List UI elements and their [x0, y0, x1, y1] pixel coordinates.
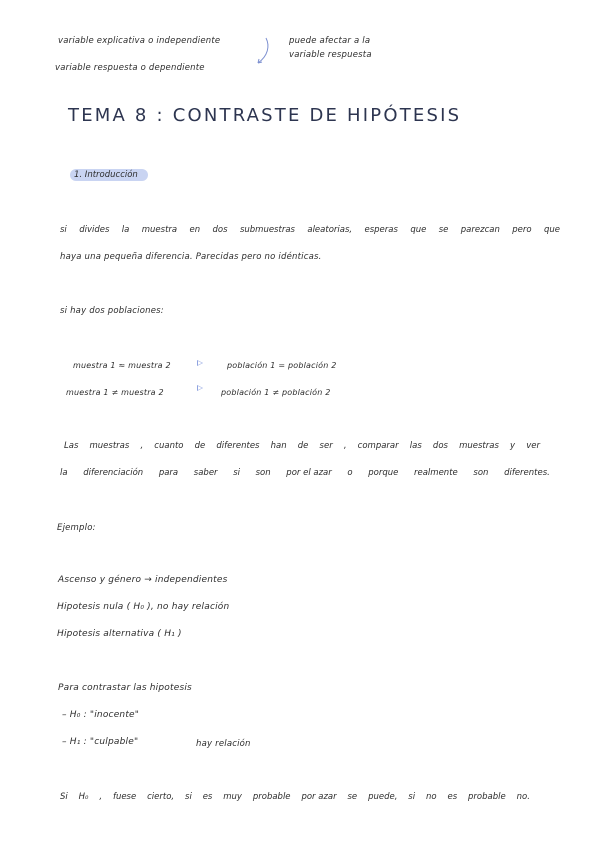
- contrast-item-2: – H₁ : "culpable": [62, 737, 139, 747]
- para1-line2: haya una pequeña diferencia. Parecidas pero no idénticas.: [60, 252, 322, 262]
- word: de: [194, 441, 206, 451]
- word: dos: [212, 225, 228, 235]
- case-1-right: población 1 = población 2: [227, 361, 337, 370]
- case-1-left: muestra 1 ≈ muestra 2: [73, 361, 171, 370]
- word: si: [233, 468, 240, 478]
- word: ,: [140, 441, 144, 451]
- example-line-2: Hipotesis nula ( H₀ ), no hay relación: [57, 602, 230, 612]
- page-title: TEMA 8 : CONTRASTE DE HIPÓTESIS: [68, 105, 462, 126]
- word: aleatorias,: [307, 225, 353, 235]
- word: son: [473, 468, 489, 478]
- example-line-3: Hipotesis alternativa ( H₁ ): [57, 629, 182, 639]
- final-line: [60, 792, 530, 802]
- triangle-arrow-icon: [197, 360, 203, 366]
- word: muestras: [89, 441, 130, 451]
- para2-line1: [64, 441, 540, 451]
- word: en: [189, 225, 201, 235]
- word: para: [158, 468, 179, 478]
- word: Si: [60, 792, 68, 802]
- word: pero: [512, 225, 532, 235]
- word: que: [543, 225, 560, 235]
- word: se: [347, 792, 358, 802]
- word: es: [447, 792, 458, 802]
- word: si: [185, 792, 192, 802]
- word: comparar: [357, 441, 399, 451]
- word: ,: [99, 792, 103, 802]
- word: divides: [79, 225, 110, 235]
- word: muy: [223, 792, 242, 802]
- word: o: [347, 468, 353, 478]
- word: por el azar: [286, 468, 332, 478]
- word: cuanto: [154, 441, 184, 451]
- word: no.: [516, 792, 530, 802]
- case-2-right: población 1 ≠ población 2: [221, 388, 331, 397]
- populations-intro: si hay dos poblaciones:: [60, 306, 164, 316]
- case-2-left: muestra 1 ≠ muestra 2: [66, 388, 164, 397]
- word: probable: [468, 792, 506, 802]
- word: porque: [368, 468, 399, 478]
- contrast-label: Para contrastar las hipotesis: [58, 683, 192, 693]
- header-right-line-1: puede afectar a la: [289, 36, 371, 46]
- word: si: [408, 792, 416, 802]
- header-left-line-2: variable respuesta o dependiente: [55, 63, 205, 73]
- contrast-item-2-extra: hay relación: [196, 739, 251, 749]
- word: H₀: [78, 792, 89, 802]
- word: saber: [193, 468, 218, 478]
- word: la: [121, 225, 130, 235]
- header-right-line-2: variable respuesta: [289, 50, 372, 60]
- section-label: 1. Introducción: [70, 169, 148, 181]
- word: se: [438, 225, 449, 235]
- word: si: [60, 225, 67, 235]
- word: es: [202, 792, 213, 802]
- word: y: [510, 441, 516, 451]
- word: cierto,: [147, 792, 175, 802]
- word: submuestras: [239, 225, 295, 235]
- word: muestra: [141, 225, 178, 235]
- word: las: [409, 441, 422, 451]
- example-label: Ejemplo:: [57, 523, 96, 533]
- curved-arrow-icon: [252, 36, 274, 68]
- word: han: [270, 441, 287, 451]
- example-line-1: Ascenso y género → independientes: [58, 575, 228, 585]
- word: Las: [64, 441, 79, 451]
- word: por azar: [301, 792, 337, 802]
- word: diferentes: [216, 441, 260, 451]
- word: realmente: [414, 468, 458, 478]
- word: son: [255, 468, 271, 478]
- word: diferenciación: [83, 468, 144, 478]
- word: probable: [252, 792, 291, 802]
- word: esperas: [364, 225, 398, 235]
- word: fuese: [112, 792, 137, 802]
- word: de: [297, 441, 309, 451]
- word: muestras: [459, 441, 499, 451]
- word: que: [410, 225, 427, 235]
- triangle-arrow-icon: [197, 385, 203, 391]
- contrast-item-1: – H₀ : "inocente": [62, 710, 140, 720]
- para1-line1: [60, 225, 560, 235]
- word: dos: [432, 441, 448, 451]
- word: ser: [319, 441, 333, 451]
- word: ,: [343, 441, 347, 451]
- header-left-line-1: variable explicativa o independiente: [58, 36, 221, 46]
- para2-line2: [60, 468, 550, 478]
- word: puede,: [368, 792, 398, 802]
- word: la: [60, 468, 68, 478]
- word: no: [425, 792, 437, 802]
- word: parezcan: [460, 225, 500, 235]
- word: ver: [526, 441, 540, 451]
- word: diferentes.: [504, 468, 550, 478]
